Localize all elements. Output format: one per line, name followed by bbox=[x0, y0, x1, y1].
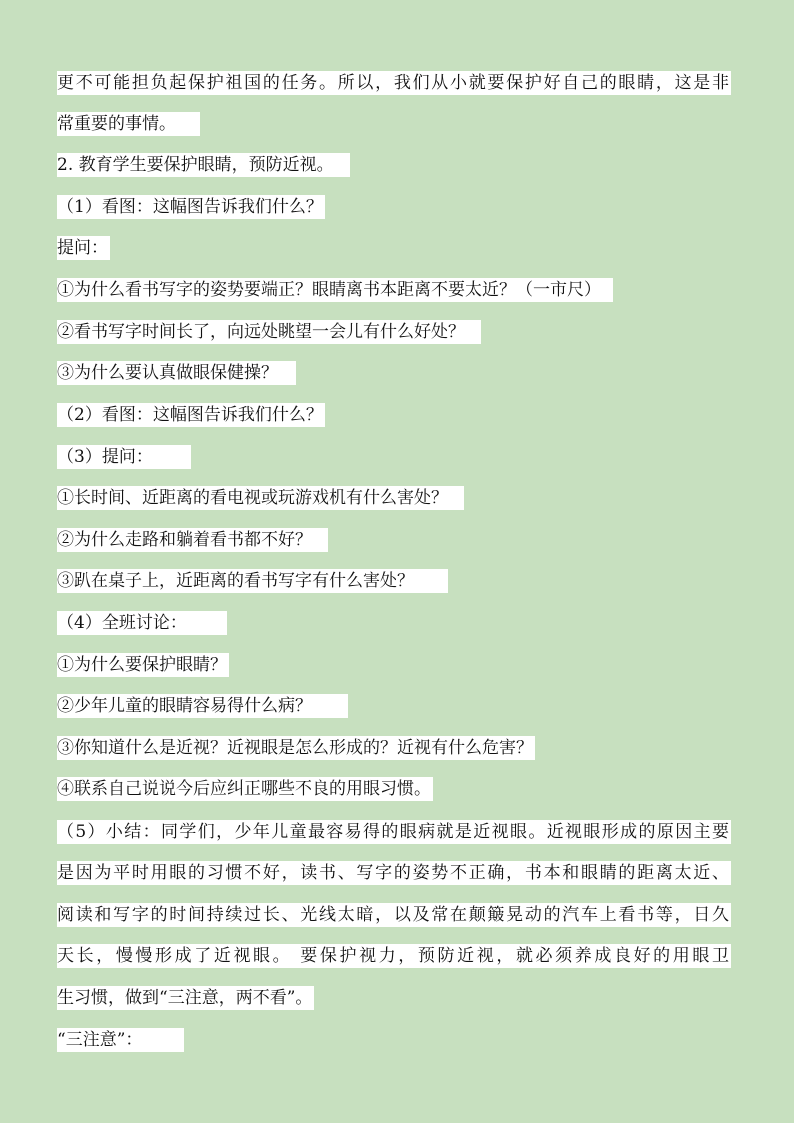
text-line-15: ①为什么要保护眼睛？ bbox=[57, 655, 227, 675]
text-line-16: ②少年儿童的眼睛容易得什么病？ bbox=[57, 694, 348, 718]
text-line-12: ②为什么走路和躺着看书都不好？ bbox=[57, 528, 328, 552]
text-line-4: （1）看图：这幅图告诉我们什么？ bbox=[57, 197, 323, 217]
text-line-23: 生习惯，做到“三注意，两不看”。 bbox=[57, 988, 313, 1008]
text-line-11: ①长时间、近距离的看电视或玩游戏机有什么害处？ bbox=[57, 486, 464, 510]
text-line-14: （4）全班讨论： bbox=[57, 611, 227, 635]
text-line-9: （2）看图：这幅图告诉我们什么？ bbox=[57, 405, 323, 425]
text-line-8: ③为什么要认真做眼保健操？ bbox=[57, 361, 296, 385]
text-line-2: 常重要的事情。 bbox=[57, 112, 200, 136]
text-line-7: ②看书写字时间长了，向远处眺望一会儿有什么好处？ bbox=[57, 320, 481, 344]
section-heading-2: 2. 教育学生要保护眼睛，预防近视。 bbox=[57, 153, 350, 177]
text-line-20: 是因为平时用眼的习惯不好，读书、写字的姿势不正确，书本和眼睛的距离太近、 bbox=[57, 863, 729, 883]
text-line-21: 阅读和写字的时间持续过长、光线太暗，以及常在颠簸晃动的汽车上看书等，日久 bbox=[57, 905, 729, 925]
text-line-1: 更不可能担负起保护祖国的任务。所以，我们从小就要保护好自己的眼睛，这是非 bbox=[57, 73, 729, 93]
text-line-19: （5）小结：同学们，少年儿童最容易得的眼病就是近视眼。近视眼形成的原因主要 bbox=[57, 822, 729, 842]
text-line-18: ④联系自己说说今后应纠正哪些不良的用眼习惯。 bbox=[57, 779, 431, 799]
text-line-10: （3）提问： bbox=[57, 445, 191, 469]
text-line-13: ③趴在桌子上，近距离的看书写字有什么害处？ bbox=[57, 569, 448, 593]
text-line-17: ③你知道什么是近视？近视眼是怎么形成的？近视有什么危害？ bbox=[57, 738, 533, 758]
text-line-5: 提问： bbox=[57, 238, 108, 258]
text-line-22: 天长，慢慢形成了近视眼。 要保护视力，预防近视，就必须养成良好的用眼卫 bbox=[57, 946, 729, 966]
text-line-24: “三注意”： bbox=[57, 1028, 184, 1052]
text-line-6: ①为什么看书写字的姿势要端正？眼睛离书本距离不要太近？（一市尺） bbox=[57, 278, 613, 302]
